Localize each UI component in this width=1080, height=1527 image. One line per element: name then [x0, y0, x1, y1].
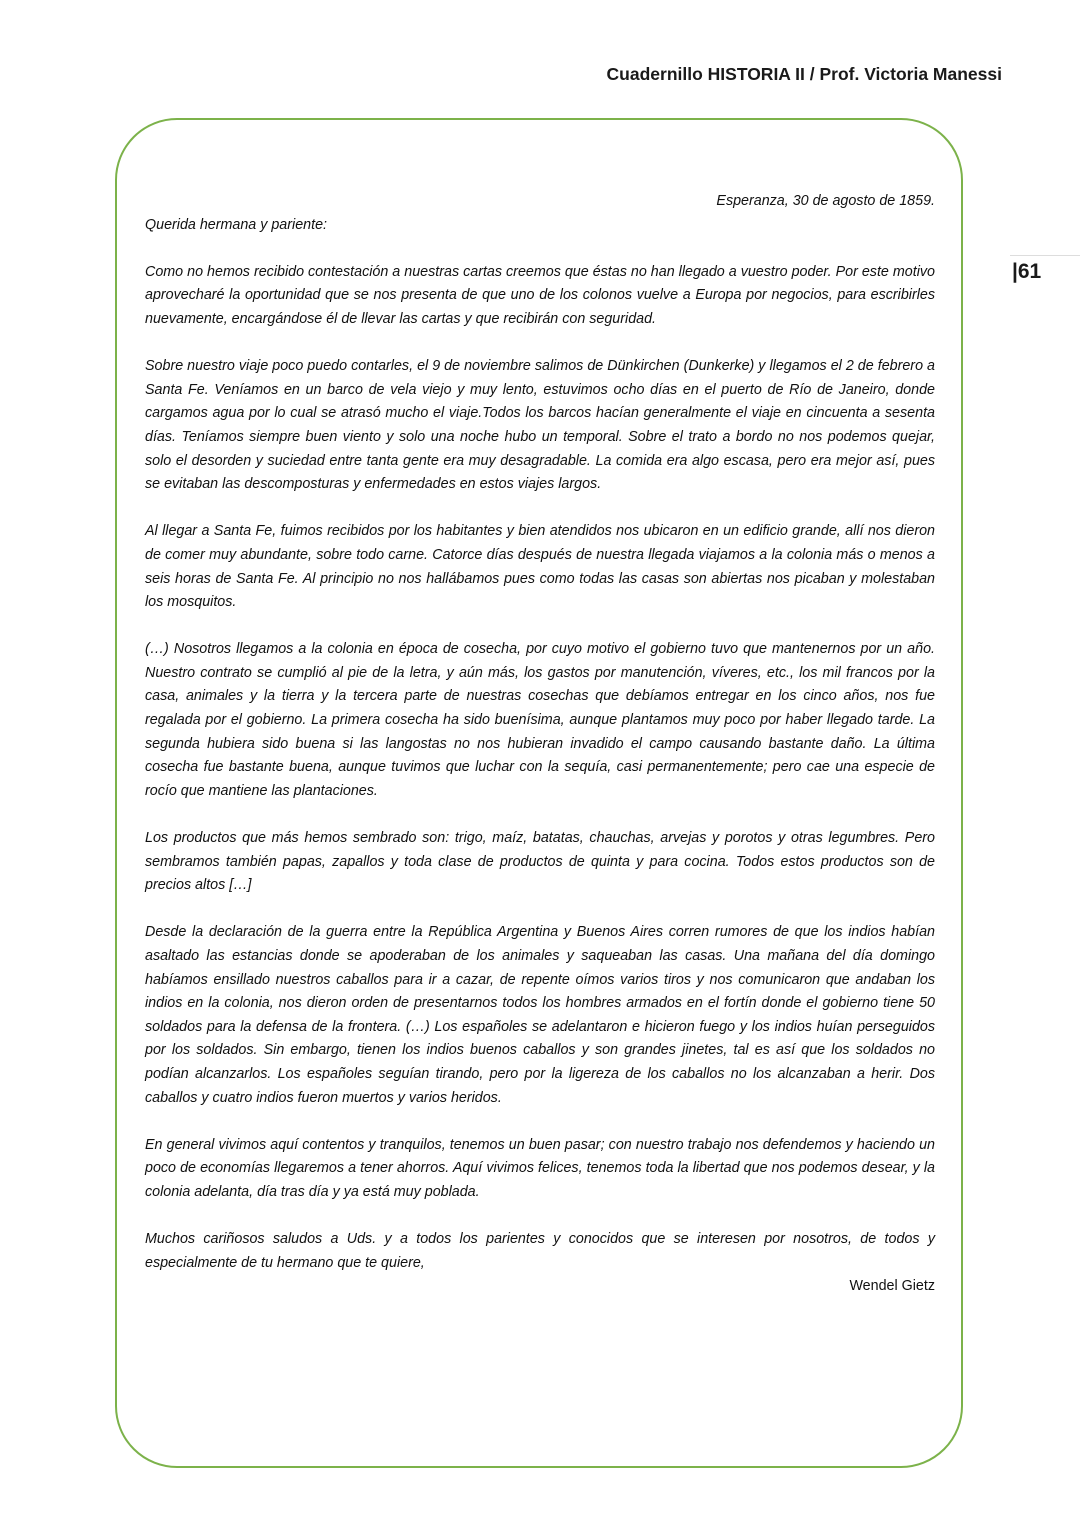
paragraph: En general vivimos aquí contentos y tranquilos, tenemos un buen pasar; con nuestro trabajo nos defendemos y haciendo un poco de economías llegaremos a tener ahorros. Aquí vivimos felices, tenemos toda la libertad que nos podemos desear, y la colonia adelanta, día tras día y ya está muy poblada.	[145, 1136, 935, 1200]
paragraph: Sobre nuestro viaje poco puedo contarles, el 9 de noviembre salimos de Dünkirchen (Dunkerke) y llegamos el 2 de febrero a Santa Fe. Veníamos en un barco de vela viejo y muy lento, estuvimos ocho días en el puerto de Río de Janeiro, donde cargamos agua por lo cual se atrasó mucho el viaje.Todos los barcos hacían generalmente el viaje en cincuenta a sesenta días. Teníamos siempre buen viento y solo una noche hubo un temporal. Sobre el trato a bordo no nos podemos quejar, solo el desorden y suciedad entre tanta gente era muy desagradable. La comida era algo escasa, pero era mejor así, pues se evitaban las descomposturas y enfermedades en estos viajes largos.	[145, 358, 935, 493]
page-number-divider	[1010, 255, 1080, 256]
letter-date: Esperanza, 30 de agosto de 1859.	[716, 193, 935, 209]
paragraph: Como no hemos recibido contestación a nuestras cartas creemos que éstas no han llegado a vuestro poder. Por este motivo aprovecharé la oportunidad que se nos presenta de que uno de los colonos vuelve a Europa por negocios, para escribirles nuevamente, encargándose él de llevar las cartas y que recibirán con seguridad.	[145, 263, 935, 327]
document-header: Cuadernillo HISTORIA II / Prof. Victoria Manessi	[606, 64, 1002, 84]
paragraph: Al llegar a Santa Fe, fuimos recibidos por los habitantes y bien atendidos nos ubicaron en un edificio grande, allí nos dieron de comer muy abundante, sobre todo carne. Catorce días después de nuestra llegada viajamos a la colonia más o menos a seis horas de Santa Fe. Al principio no nos hallábamos pues como todas las casas son abiertas nos picaban y molestaban los mosquitos.	[145, 523, 935, 611]
paragraph: Desde la declaración de la guerra entre la República Argentina y Buenos Aires corren rumores de que los indios habían asaltado las estancias donde se apoderaban de los animales y saqueaban las casas. Una mañana del día domingo habíamos ensillado nuestros caballos para ir a cazar, de repente oímos varios tiros y nos comunicaron que andaban los indios en la colonia, nos dieron orden de presentarnos todos los hombres armados en el fortín donde el gobierno tiene 50 soldados para la defensa de la frontera. (…) Los españoles se adelantaron e hicieron fuego y los indios huían perseguidos por los soldados. Sin embargo, tienen los indios buenos caballos y son grandes jinetes, tal es así que los soldados no podían alcanzarlos. Los españoles seguían tirando, pero por la ligereza de los caballos no los alcanzaban a herir. Dos caballos y cuatro indios fueron muertos y varios heridos.	[145, 924, 935, 1106]
closing-paragraph: Muchos cariñosos saludos a Uds. y a todos los parientes y conocidos que se interesen por nosotros, de todos y especialmente de tu hermano que te quiere,	[145, 1231, 935, 1271]
page-number: |61	[1012, 260, 1042, 283]
letter-greeting: Querida hermana y pariente:	[145, 216, 327, 233]
paragraph: (…) Nosotros llegamos a la colonia en época de cosecha, por cuyo motivo el gobierno tuvo que mantenernos por un año. Nuestro contrato se cumplió al pie de la letra, y aún más, los gastos por manutención, víveres, etc., los mil francos por la casa, animales y la tierra y la tercera parte de nuestras cosechas que debíamos entregar en los cinco años, nos fue regalada por el gobierno. La primera cosecha ha sido buenísima, aunque plantamos muy poco por haber llegado tarde. La segunda hubiera sido buena si las langostas no nos hubieran invadido el campo causando bastante daño. La última cosecha fue bastante buena, aunque tuvimos que luchar con la sequía, casi permanentemente; pero cae una especie de rocío que mantiene las plantaciones.	[145, 641, 935, 799]
letter-body	[145, 190, 935, 1299]
signature: Wendel Gietz	[849, 1278, 935, 1295]
paragraph: Los productos que más hemos sembrado son: trigo, maíz, batatas, chauchas, arvejas y porotos y otras legumbres. Pero sembramos también papas, zapallos y toda clase de productos de quinta y para cocina. Todos estos productos son de precios altos […]	[145, 830, 935, 894]
